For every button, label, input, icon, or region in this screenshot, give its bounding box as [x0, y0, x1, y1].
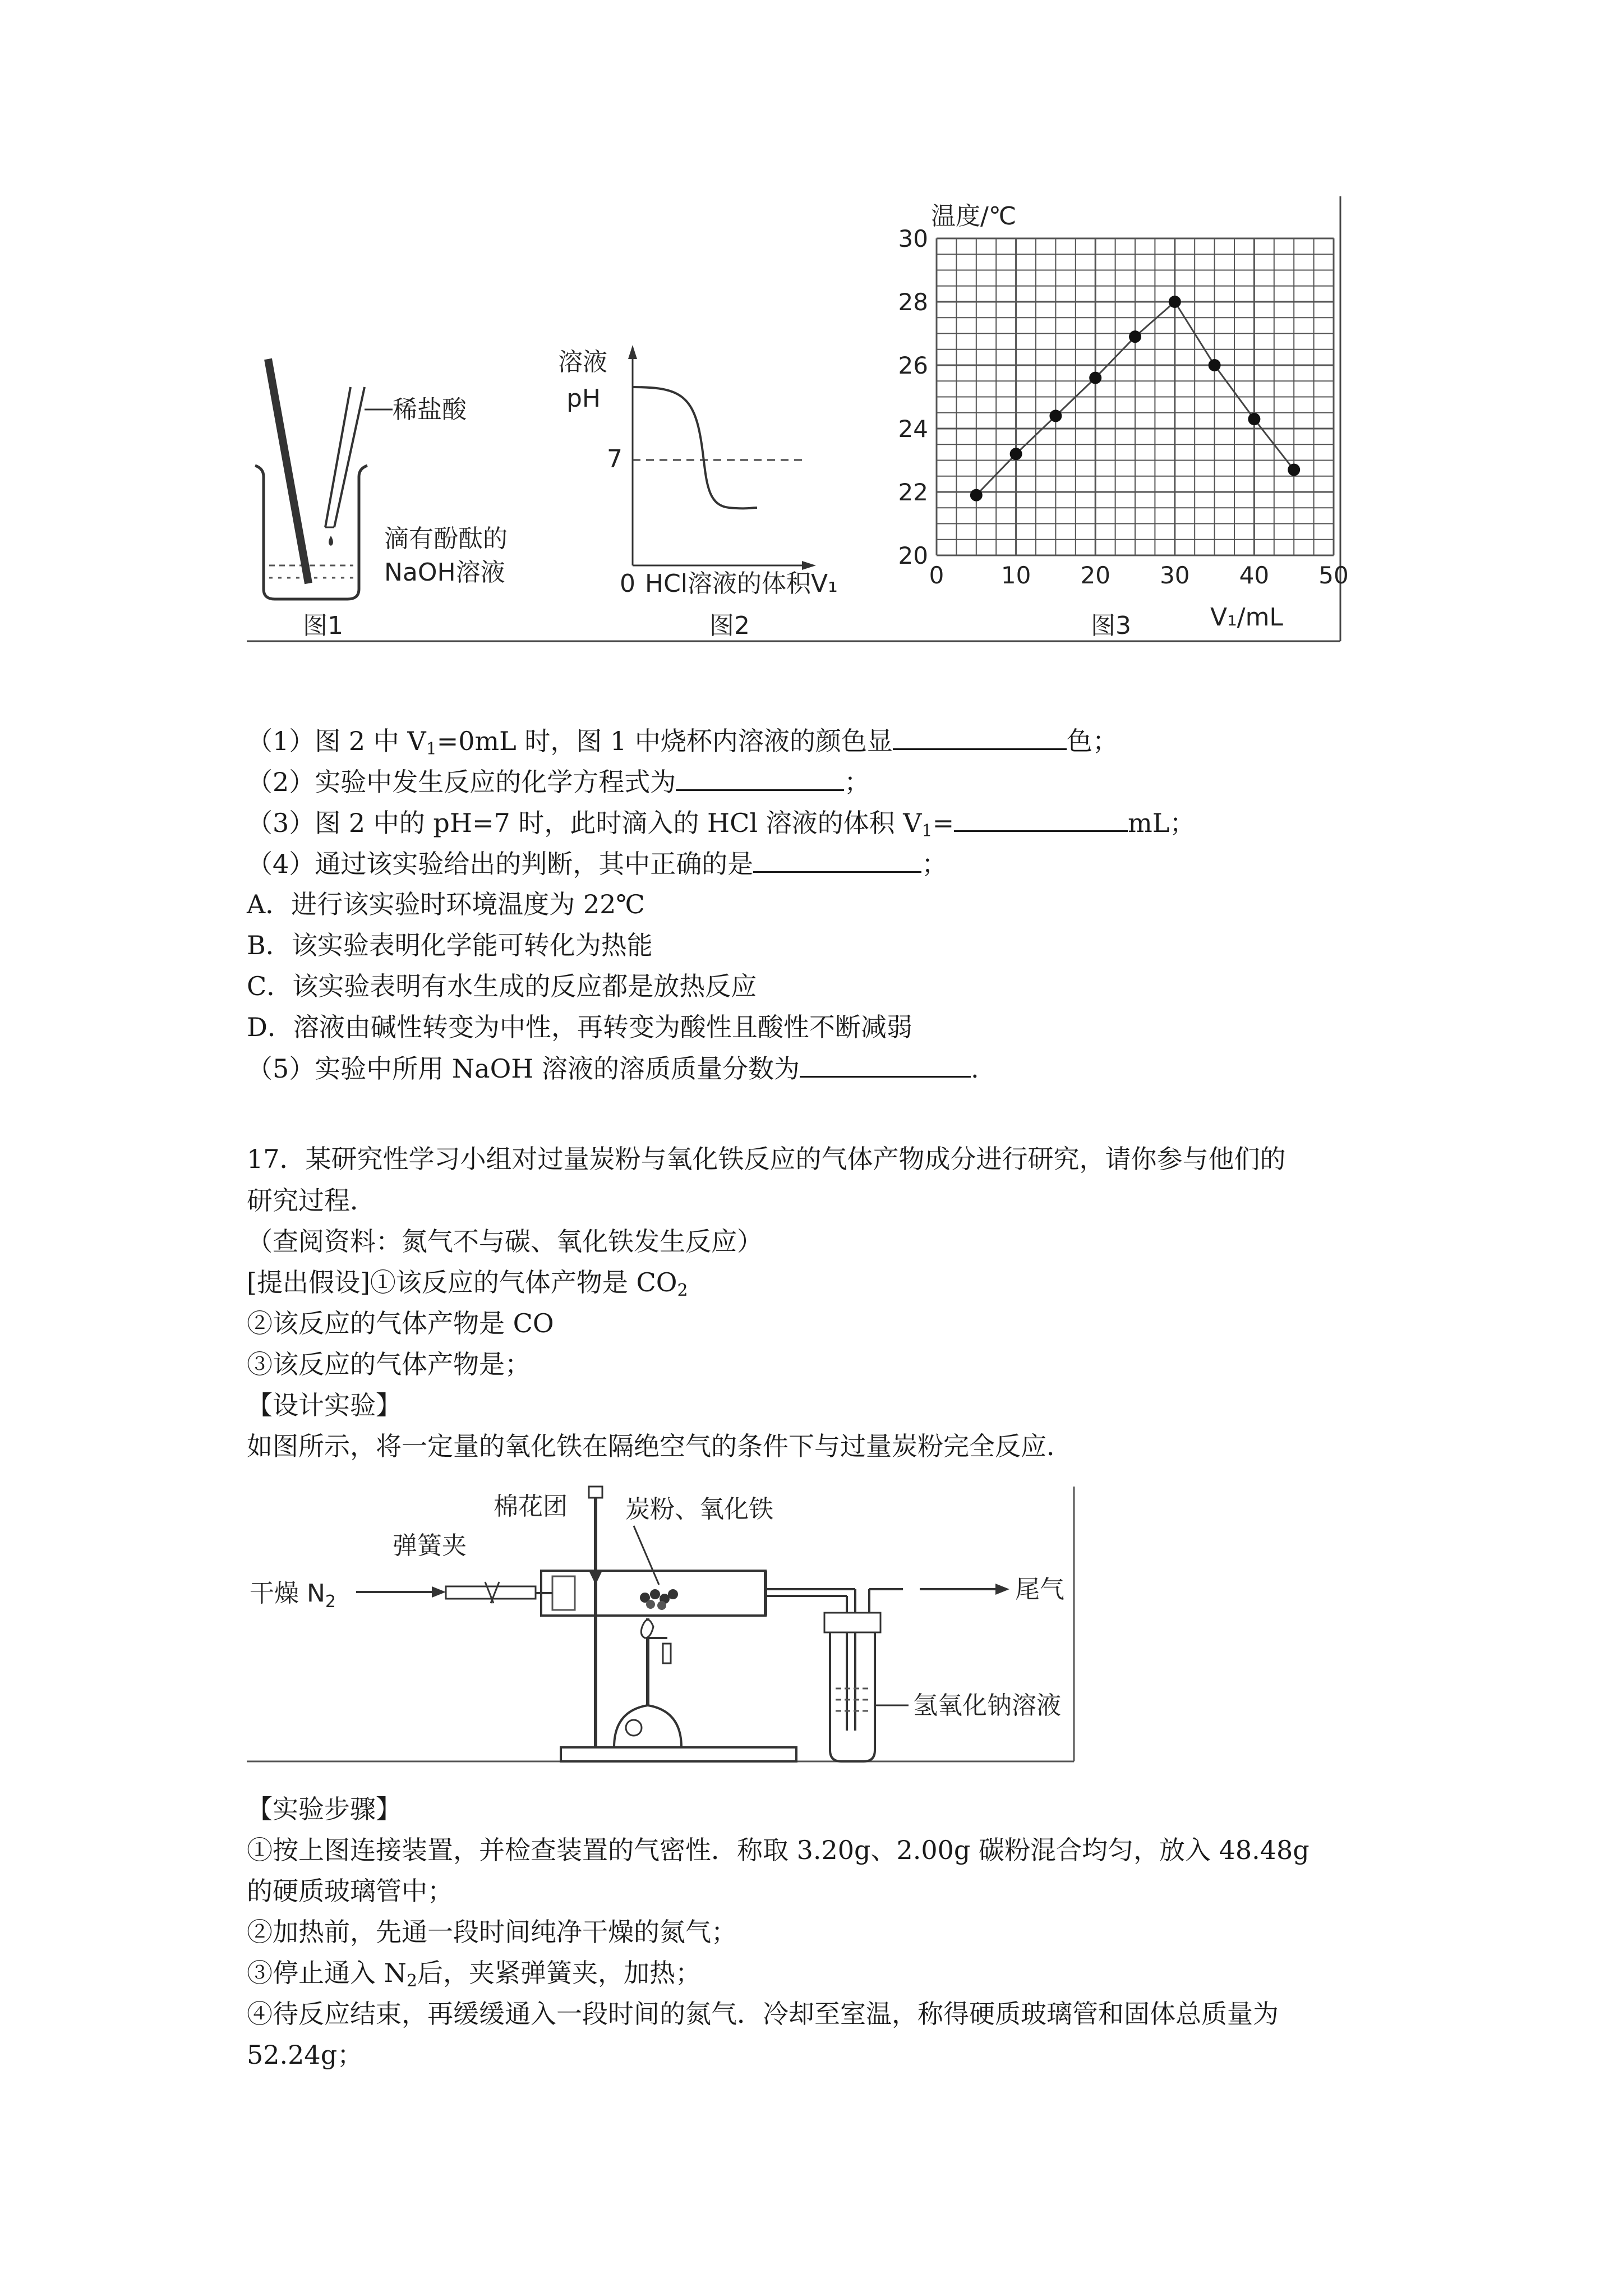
q17-step1-line2: 的硬质玻璃管中；	[247, 1876, 453, 1906]
q17-hypothesis-1	[247, 1266, 688, 1308]
fig2-tick-7: 7	[607, 445, 623, 473]
y-tick-label: 28	[898, 288, 928, 316]
q16-option-b: B．该实验表明化学能可转化为热能	[247, 930, 653, 960]
q17-step2: ②加热前，先通一段时间纯净干燥的氮气；	[247, 1917, 737, 1947]
subscript: 2	[677, 1281, 688, 1300]
q16-part5-tail: .	[971, 1053, 979, 1084]
data-point	[1288, 463, 1300, 476]
subscript: 1	[426, 739, 437, 759]
answer-blank[interactable]	[753, 846, 921, 873]
fig3-xlabel: V₁/mL	[1210, 603, 1283, 632]
fig3-ylabel: 温度/℃	[931, 202, 1017, 231]
subscript: 1	[921, 821, 933, 841]
label-spring-clip: 弹簧夹	[393, 1531, 467, 1560]
fig2-ylabel-1: 溶液	[558, 348, 607, 376]
figure-1-beaker	[255, 359, 508, 640]
q17-step4-line2: 52.24g；	[247, 2040, 363, 2070]
label-phenolphthalein: 滴有酚酞的	[384, 524, 508, 553]
fig2-xlabel: HCl溶液的体积V₁	[645, 569, 838, 598]
data-point	[1010, 448, 1022, 460]
data-point	[1049, 409, 1062, 422]
q17-step3	[247, 1956, 701, 1998]
q17-intro-1: 17．某研究性学习小组对过量炭粉与氧化铁反应的气体产物成分进行研究，请你参与他们的	[247, 1144, 1286, 1174]
subscript: 2	[406, 1971, 417, 1991]
q16-part2-tail: ；	[844, 767, 870, 797]
fig2-ylabel-2: pH	[566, 384, 601, 413]
q17-step1-line1: ①按上图连接装置，并检查装置的气密性．称取 3.20g、2.00g 碳粉混合均匀，放入 48.48g	[247, 1835, 1310, 1865]
step3-text: ③停止通入 N	[247, 1958, 407, 1988]
chart-y-ticks	[898, 225, 928, 569]
q16-part3-text-b: =	[932, 808, 955, 838]
x-tick-label: 30	[1160, 562, 1190, 589]
y-tick-label: 30	[898, 225, 928, 252]
q16-part1-text-b: =0mL 时，图 1 中烧杯内溶液的颜色显	[436, 726, 893, 756]
q17-design-text: 如图所示，将一定量的氧化铁在隔绝空气的条件下与过量炭粉完全反应．	[247, 1431, 1072, 1461]
x-tick-label: 40	[1239, 562, 1270, 589]
top-figures	[0, 0, 1623, 673]
q17-reference: （查阅资料：氮气不与碳、氧化铁发生反应）	[247, 1226, 763, 1257]
y-tick-label: 26	[898, 352, 928, 379]
y-tick-label: 22	[898, 478, 928, 506]
data-point	[970, 489, 983, 501]
q16-option-d: D．溶液由碱性转变为中性，再转变为酸性且酸性不断减弱	[247, 1012, 912, 1042]
q17-step4-line1: ④待反应结束，再缓缓通入一段时间的氮气．冷却至室温，称得硬质玻璃管和固体总质量为	[247, 1999, 1279, 2029]
label-tail-gas: 尾气	[1015, 1575, 1064, 1604]
y-tick-label: 24	[898, 415, 928, 443]
figure-2-ph-curve	[558, 345, 838, 640]
data-point	[1169, 296, 1181, 308]
q16-part4	[247, 846, 947, 881]
apparatus-figure	[0, 1470, 1623, 1784]
q17-hypothesis-3: ③该反应的气体产物是；	[247, 1349, 531, 1379]
label-naoh: 氢氧化钠溶液	[913, 1691, 1061, 1720]
q16-part4-text: （4）通过该实验给出的判断，其中正确的是	[247, 849, 754, 879]
hypothesis-1-text: [提出假设]①该反应的气体产物是 CO	[247, 1267, 677, 1297]
q16-part1-text: （1）图 2 中 V	[247, 726, 426, 756]
fig2-origin: 0	[620, 569, 635, 598]
q17-hypothesis-2: ②该反应的气体产物是 CO	[247, 1308, 554, 1338]
label-dry-n2: 干燥 $N_2$	[250, 1579, 336, 1612]
q16-part3-text: （3）图 2 中的 pH=7 时，此时滴入的 HCl 溶液的体积 V	[247, 808, 922, 838]
data-point	[1248, 413, 1260, 425]
caption-figure-1: 图1	[303, 611, 343, 640]
figure-3-temperature-chart	[898, 202, 1349, 640]
x-tick-label: 20	[1080, 562, 1110, 589]
label-dilute-hcl: 稀盐酸	[393, 395, 467, 424]
q16-option-c: C．该实验表明有水生成的反应都是放热反应	[247, 971, 757, 1001]
label-naoh-solution: NaOH溶液	[384, 558, 505, 587]
q16-part1-tail: 色；	[1066, 726, 1118, 756]
y-tick-label: 20	[898, 542, 928, 569]
data-point	[1089, 372, 1101, 384]
chart-grid	[937, 238, 1334, 555]
answer-blank[interactable]	[893, 724, 1067, 750]
q16-part2-text: （2）实验中发生反应的化学方程式为	[247, 767, 676, 797]
label-cotton: 棉花团	[494, 1492, 568, 1521]
step3-text-b: 后，夹紧弹簧夹，加热；	[417, 1958, 701, 1988]
caption-figure-2: 图2	[709, 611, 750, 640]
q16-option-a: A．进行该实验时环境温度为 22℃	[247, 889, 645, 919]
answer-blank[interactable]	[954, 806, 1128, 832]
caption-figure-3: 图3	[1091, 611, 1131, 640]
q17-intro-2: 研究过程．	[247, 1185, 376, 1216]
q16-part5-text: （5）实验中所用 NaOH 溶液的溶质质量分数为	[247, 1053, 800, 1084]
q16-part2	[247, 765, 870, 799]
q16-part3-tail: mL；	[1128, 808, 1196, 838]
data-point	[1129, 330, 1141, 343]
q17-steps-title: 【实验步骤】	[247, 1794, 402, 1824]
x-tick-label: 0	[929, 562, 944, 589]
answer-blank[interactable]	[800, 1051, 971, 1078]
x-tick-label: 10	[1000, 562, 1031, 589]
chart-x-ticks	[929, 562, 1349, 589]
q17-design-title: 【设计实验】	[247, 1390, 402, 1420]
q16-part4-tail: ；	[921, 849, 948, 879]
q16-part5	[247, 1051, 979, 1085]
label-powder: 炭粉、氧化铁	[625, 1495, 773, 1524]
answer-blank[interactable]	[676, 765, 844, 791]
q16-part1	[247, 724, 1118, 766]
q16-part3	[247, 806, 1195, 848]
x-tick-label: 50	[1318, 562, 1349, 589]
data-point	[1209, 359, 1221, 371]
